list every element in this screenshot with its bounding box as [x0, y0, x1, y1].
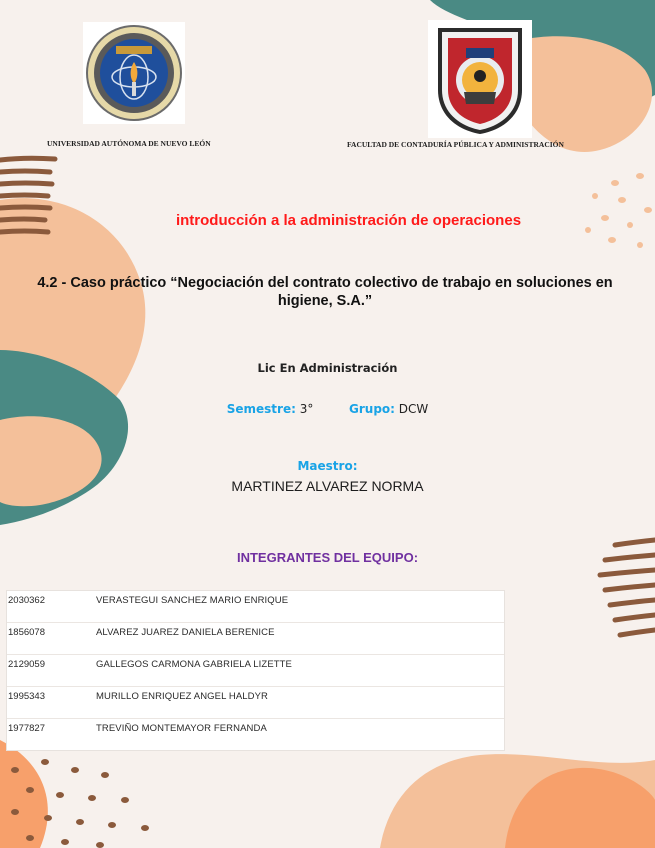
fcpya-logo-box — [428, 20, 532, 138]
member-id: 1856078 — [8, 627, 45, 638]
subject-title: introducción a la administración de operaciones — [175, 212, 522, 229]
members-table — [6, 590, 505, 751]
dots-top-right — [585, 173, 652, 248]
table-row — [7, 655, 504, 687]
uanl-logo-box — [83, 22, 185, 124]
teacher-name: MARTINEZ ALVAREZ NORMA — [231, 478, 424, 494]
semester-value: 3° — [299, 402, 314, 416]
table-row — [7, 687, 504, 719]
member-name: GALLEGOS CARMONA GABRIELA LIZETTE — [96, 659, 292, 670]
uanl-seal-icon — [83, 22, 185, 124]
group-value: DCW — [398, 402, 429, 416]
teacher-label: Maestro: — [297, 459, 358, 473]
member-name: TREVIÑO MONTEMAYOR FERNANDA — [96, 723, 267, 734]
table-row — [7, 623, 504, 655]
member-id: 1977827 — [8, 723, 45, 734]
faculty-caption: FACULTAD DE CONTADURÍA PÚBLICA Y ADMINISTRACIÓN — [347, 140, 564, 149]
fcpya-seal-icon — [428, 20, 532, 138]
member-name: MURILLO ENRIQUEZ ANGEL HALDYR — [96, 691, 269, 702]
university-caption: UNIVERSIDAD AUTÓNOMA DE NUEVO LEÓN — [47, 139, 211, 148]
member-id: 2129059 — [8, 659, 45, 670]
semester-label: Semestre: — [226, 402, 296, 416]
member-name: VERASTEGUI SANCHEZ MARIO ENRIQUE — [96, 595, 289, 606]
table-row — [7, 719, 504, 750]
member-name: ALVAREZ JUAREZ DANIELA BERENICE — [96, 627, 275, 638]
group-label: Grupo: — [349, 402, 395, 416]
semester-group-line — [0, 402, 655, 416]
orange-blob-bottom-left — [0, 740, 48, 848]
table-row — [7, 591, 504, 623]
member-id: 2030362 — [8, 595, 45, 606]
degree-label: Lic En Administración — [257, 361, 398, 375]
member-id: 1995343 — [8, 691, 45, 702]
team-title: INTEGRANTES DEL EQUIPO: — [236, 550, 419, 565]
document-title: 4.2 - Caso práctico “Negociación del contrato colectivo de trabajo en soluciones en higiene, S.A.” — [37, 275, 613, 309]
